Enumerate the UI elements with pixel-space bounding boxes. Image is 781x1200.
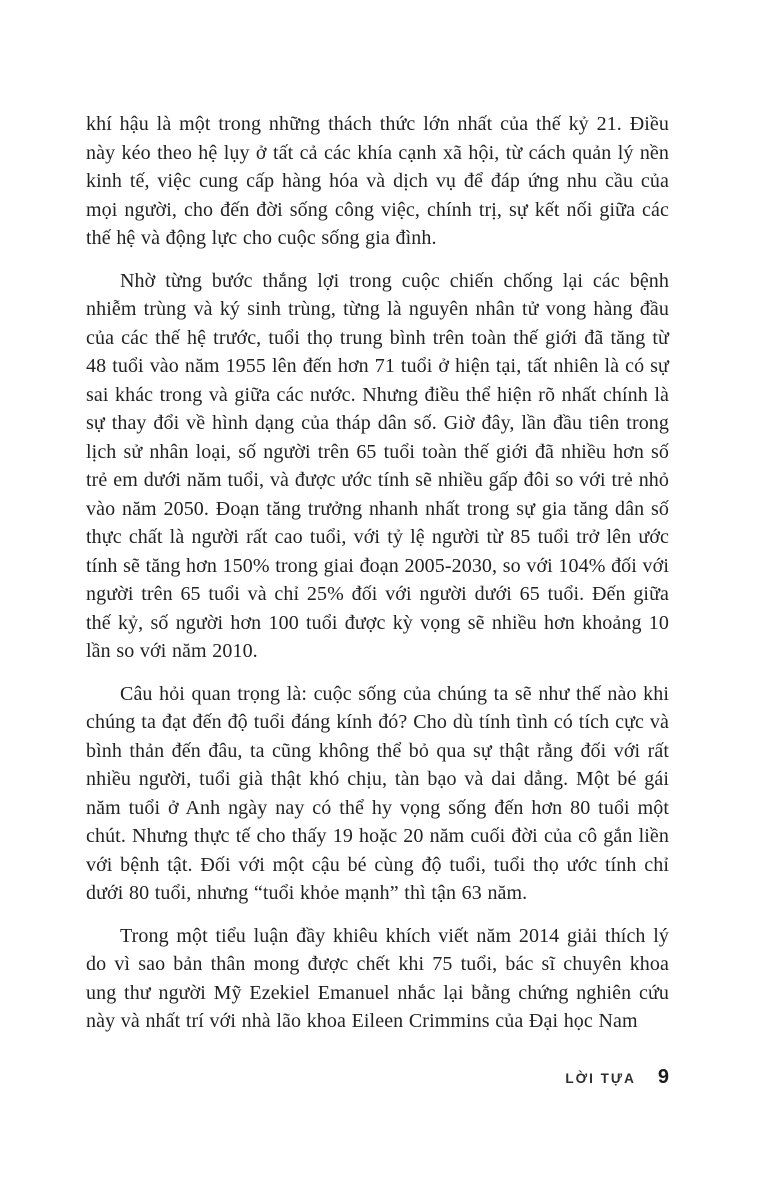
- running-footer: [86, 1066, 669, 1089]
- body-text-block: [86, 110, 669, 1050]
- paragraph-continuation: khí hậu là một trong những thách thức lớn nhất của thế kỷ 21. Điều này kéo theo hệ lụy ở tất cả các khía cạnh xã hội, từ cách quản lý nền kinh tế, việc cung cấp hàng hóa và dịch vụ để đáp ứng nhu cầu của mọi người, cho đến đời sống công việc, chính trị, sự kết nối giữa các thế hệ và động lực cho cuộc sống gia đình.: [86, 113, 669, 249]
- running-footer-section-title: LỜI TỰA: [565, 1071, 636, 1086]
- paragraph: Câu hỏi quan trọng là: cuộc sống của chúng ta sẽ như thế nào khi chúng ta đạt đến độ tuổi đáng kính đó? Cho dù tính tình có tích cực và bình thản đến đâu, ta cũng không thể bỏ qua sự thật rằng đối với rất nhiều người, tuổi già thật khó chịu, tàn bạo và dai dẳng. Một bé gái năm tuổi ở Anh ngày nay có thể hy vọng sống đến hơn 80 tuổi một chút. Nhưng thực tế cho thấy 19 hoặc 20 năm cuối đời của cô gắn liền với bệnh tật. Đối với một cậu bé cùng độ tuổi, tuổi thọ ước tính chỉ dưới 80 tuổi, nhưng “tuổi khỏe mạnh” thì tận 63 năm.: [86, 682, 669, 904]
- paragraph: Trong một tiểu luận đầy khiêu khích viết năm 2014 giải thích lý do vì sao bản thân mong được chết khi 75 tuổi, bác sĩ chuyên khoa ung thư người Mỹ Ezekiel Emanuel nhắc lại bằng chứng nghiên cứu này và nhất trí với nhà lão khoa Eileen Crimmins của Đại học Nam: [86, 924, 669, 1032]
- paragraph: Nhờ từng bước thắng lợi trong cuộc chiến chống lại các bệnh nhiễm trùng và ký sinh trùng, từng là nguyên nhân tử vong hàng đầu của các thế hệ trước, tuổi thọ trung bình trên toàn thế giới đã tăng từ 48 tuổi vào năm 1955 lên đến hơn 71 tuổi ở hiện tại, tất nhiên là có sự sai khác trong và giữa các nước. Nhưng điều thể hiện rõ nhất chính là sự thay đổi về hình dạng của tháp dân số. Giờ đây, lần đầu tiên trong lịch sử nhân loại, số người trên 65 tuổi toàn thế giới đã nhiều hơn số trẻ em dưới năm tuổi, và được ước tính sẽ nhiều gấp đôi so với trẻ nhỏ vào năm 2050. Đoạn tăng trưởng nhanh nhất trong sự gia tăng dân số thực chất là người rất cao tuổi, với tỷ lệ người từ 85 tuổi trở lên ước tính sẽ tăng hơn 150% trong giai đoạn 2005-2030, so với 104% đối với người trên 65 tuổi và chỉ 25% đối với người dưới 65 tuổi. Đến giữa thế kỷ, số người hơn 100 tuổi được kỳ vọng sẽ nhiều hơn khoảng 10 lần so với năm 2010.: [86, 269, 669, 662]
- page-number: 9: [657, 1066, 669, 1088]
